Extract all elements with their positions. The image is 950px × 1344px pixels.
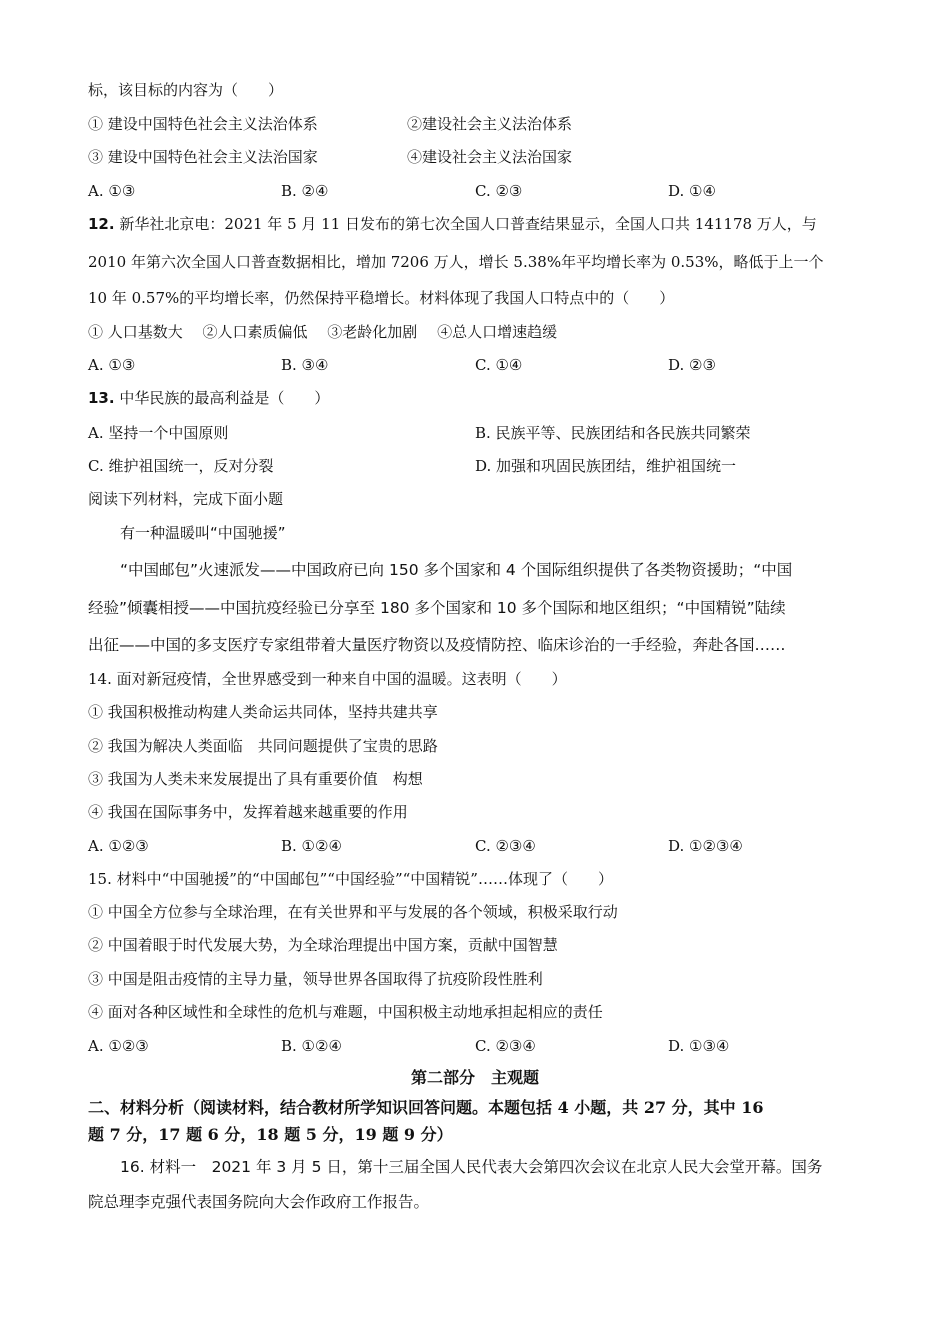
q11-statement-1: ① 建设中国特色社会主义法治体系 (88, 115, 318, 133)
q14-option-c: C. ②③④ (475, 837, 536, 855)
reading-intro: 阅读下列材料，完成下面小题 (88, 490, 284, 508)
q11-option-c: C. ②③ (475, 182, 523, 200)
q15-statement-2: ② 中国着眼于时代发展大势，为全球治理提出中国方案，贡献中国智慧 (88, 936, 558, 954)
q15-option-b: B. ①②④ (281, 1037, 342, 1055)
q15-statement-3: ③ 中国是阻击疫情的主导力量，领导世界各国取得了抗疫阶段性胜利 (88, 970, 543, 988)
q14-option-b: B. ①②④ (281, 837, 342, 855)
q11-statement-3: ③ 建设中国特色社会主义法治国家 (88, 148, 318, 166)
q15-stem: 15. 材料中“中国驰援”的“中国邮包”“中国经验”“中国精锐”……体现了（ ） (88, 870, 613, 888)
q13-stem-text: 中华民族的最高利益是（ ） (119, 389, 330, 407)
part2-section-line-2: 题 7 分，17 题 6 分，18 题 5 分，19 题 9 分） (88, 1125, 453, 1144)
q14-option-d: D. ①②③④ (668, 837, 743, 855)
q13-option-a: A. 坚持一个中国原则 (88, 424, 229, 442)
reading-body-line-2: 经验”倾囊相授——中国抗疫经验已分享至 180 多个国家和 10 多个国际和地区组织；“中国精锐”陆续 (88, 599, 786, 617)
q12-number: 12. (88, 215, 115, 233)
q13-option-c: C. 维护祖国统一，反对分裂 (88, 457, 274, 475)
q11-stem-tail: 标，该目标的内容为（ ） (88, 81, 284, 99)
q13-option-d: D. 加强和巩固民族团结，维护祖国统一 (475, 457, 737, 475)
reading-body-line-3: 出征——中国的多支医疗专家组带着大量医疗物资以及疫情防控、临床诊治的一手经验，奔赴各国…… (88, 636, 786, 654)
reading-body-line-1: “中国邮包”火速派发——中国政府已向 150 多个国家和 4 个国际组织提供了各类物资援助；“中国 (120, 561, 793, 579)
q12-stem-line-3: 10 年 0.57%的平均增长率，仍然保持平稳增长。材料体现了我国人口特点中的（ ） (88, 289, 675, 307)
q11-statement-4: ④建设社会主义法治国家 (407, 148, 573, 166)
part2-section-line-1: 二、材料分析（阅读材料，结合教材所学知识回答问题。本题包括 4 小题，共 27 分，其中 16 (88, 1098, 764, 1117)
q14-stem: 14. 面对新冠疫情，全世界感受到一种来自中国的温暖。这表明（ ） (88, 670, 567, 688)
q16-line-2: 院总理李克强代表国务院向大会作政府工作报告。 (88, 1193, 430, 1211)
q12-stem-line-2: 2010 年第六次全国人口普查数据相比，增加 7206 万人，增长 5.38%年平均增长率为 0.53%，略低于上一个 (88, 253, 824, 271)
q14-statement-4: ④ 我国在国际事务中，发挥着越来越重要的作用 (88, 803, 408, 821)
q12-stem-text-1: 新华社北京电：2021 年 5 月 11 日发布的第七次全国人口普查结果显示，全国人口共 141178 万人，与 (119, 215, 817, 233)
reading-title: 有一种温暖叫“中国驰援” (120, 524, 286, 542)
q15-option-c: C. ②③④ (475, 1037, 536, 1055)
q14-option-a: A. ①②③ (88, 837, 149, 855)
q11-option-d: D. ①④ (668, 182, 716, 200)
q15-statement-1: ① 中国全方位参与全球治理，在有关世界和平与发展的各个领域，积极采取行动 (88, 903, 618, 921)
q11-option-a: A. ①③ (88, 182, 136, 200)
q12-option-a: A. ①③ (88, 356, 136, 374)
part2-title: 第二部分 主观题 (410, 1068, 539, 1087)
q12-stem-line-1 (88, 214, 817, 234)
q11-statement-2: ②建设社会主义法治体系 (407, 115, 573, 133)
q16-line-1: 16. 材料一 2021 年 3 月 5 日，第十三届全国人民代表大会第四次会议在北京人民大会堂开幕。国务 (120, 1158, 823, 1176)
q12-option-c: C. ①④ (475, 356, 523, 374)
q15-option-d: D. ①③④ (668, 1037, 730, 1055)
q13-option-b: B. 民族平等、民族团结和各民族共同繁荣 (475, 424, 751, 442)
q15-statement-4: ④ 面对各种区域性和全球性的危机与难题，中国积极主动地承担起相应的责任 (88, 1003, 603, 1021)
q11-option-b: B. ②④ (281, 182, 329, 200)
q12-option-b: B. ③④ (281, 356, 329, 374)
q14-statement-3: ③ 我国为人类未来发展提出了具有重要价值 构想 (88, 770, 423, 788)
q14-statement-1: ① 我国积极推动构建人类命运共同体，坚持共建共享 (88, 703, 438, 721)
q12-option-d: D. ②③ (668, 356, 716, 374)
q13-number: 13. (88, 389, 115, 407)
q13-stem-line (88, 388, 329, 408)
q14-statement-2: ② 我国为解决人类面临 共同问题提供了宝贵的思路 (88, 737, 438, 755)
q12-statements: ① 人口基数大 ②人口素质偏低 ③老龄化加剧 ④总人口增速趋缓 (88, 323, 558, 341)
q15-option-a: A. ①②③ (88, 1037, 149, 1055)
